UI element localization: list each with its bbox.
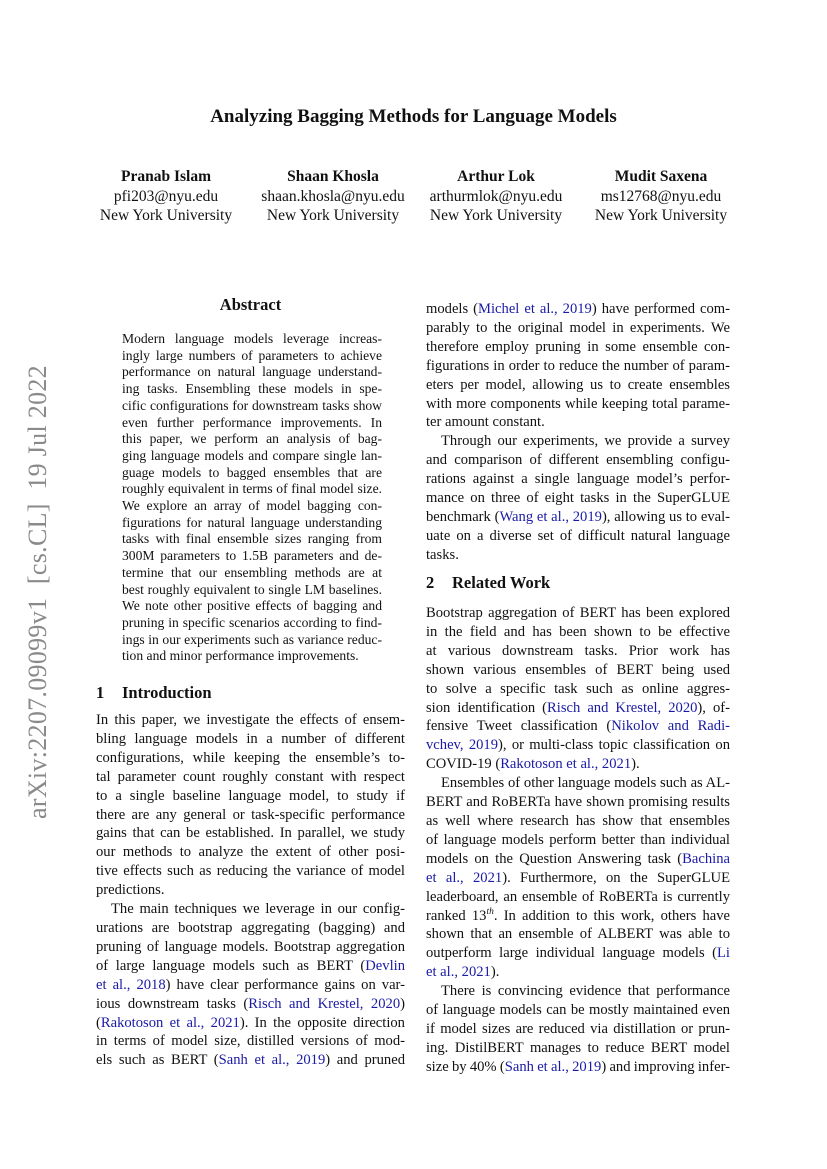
citation-link[interactable]: et al., 2018 xyxy=(96,976,166,993)
paragraph xyxy=(426,300,730,432)
text-run: tasks. xyxy=(426,546,459,563)
text-line xyxy=(96,730,405,749)
author-affiliation: New York University xyxy=(99,207,233,224)
text-run: as well where research has show that ensembles xyxy=(426,812,730,829)
text-line xyxy=(122,448,382,465)
text-run: ) and pruned xyxy=(325,1052,405,1069)
text-run: in the field and has been shown to be effective xyxy=(426,623,730,640)
text-run: ings in our experiments such as variance reduc- xyxy=(122,631,382,647)
text-run: ging language models and compare single lan- xyxy=(122,447,382,463)
author-name: Pranab Islam xyxy=(121,168,211,185)
author-email[interactable]: pfi203@nyu.edu xyxy=(113,187,219,205)
text-line xyxy=(426,604,730,623)
text-run: There is convincing evidence that performance xyxy=(441,983,730,1000)
text-line xyxy=(96,900,405,919)
text-line xyxy=(122,531,382,548)
text-run: even further performance improvements. In xyxy=(122,414,382,430)
text-line xyxy=(96,919,405,938)
citation-link[interactable]: Nikolov and Radi- xyxy=(611,718,730,735)
text-line xyxy=(122,515,382,532)
text-run: at various downstream tasks. Prior work has xyxy=(426,642,730,659)
text-run: ) xyxy=(400,995,405,1012)
text-run: ing. DistilBERT manages to reduce BERT model xyxy=(426,1039,730,1056)
text-line xyxy=(122,481,382,498)
text-run: pruning in specific scenarios according to find- xyxy=(122,614,382,630)
text-line xyxy=(426,831,730,850)
text-run: benchmark ( xyxy=(426,508,500,525)
text-line xyxy=(96,824,405,843)
text-run: uate on a diverse set of difficult natural language xyxy=(426,527,730,544)
text-run: therefore employ pruning in some ensemble con- xyxy=(426,338,730,355)
text-line xyxy=(426,963,730,982)
text-line xyxy=(122,498,382,515)
text-line xyxy=(426,413,730,432)
text-run: models ( xyxy=(426,301,479,317)
text-run: there are any general or task-specific performance xyxy=(96,806,405,823)
text-run: figurations in order to reduce the number of param- xyxy=(426,357,730,374)
text-run: eters per model, allowing us to create ensembles xyxy=(426,376,730,393)
related-work-body xyxy=(426,604,730,1077)
arxiv-identifier-sidebar: arXiv:2207.09099v1 [cs.CL] 19 Jul 2022 xyxy=(23,365,52,819)
text-line xyxy=(426,925,730,944)
text-line xyxy=(426,982,730,1001)
text-run: guage models to bagged ensembles that are xyxy=(122,464,382,480)
text-run: ). Furthermore, on the SuperGLUE xyxy=(502,869,730,886)
citation-link[interactable]: et al., 2021 xyxy=(426,869,503,886)
text-line xyxy=(122,615,382,632)
author-affiliation: New York University xyxy=(429,207,563,224)
text-run: roughly equivalent in terms of final model size. xyxy=(122,481,382,497)
text-run: performance on natural language understand- xyxy=(122,364,382,380)
text-run: Bootstrap aggregation of BERT has been explored xyxy=(426,605,730,621)
text-line xyxy=(96,881,405,900)
text-line xyxy=(426,546,730,565)
text-run: and comparison of different ensembling configu- xyxy=(426,452,730,469)
text-run: size by 40% ( xyxy=(426,1058,505,1075)
text-run: fensive Tweet classification ( xyxy=(426,718,612,735)
author-affiliation: New York University xyxy=(266,207,400,224)
text-run: shown that an ensemble of ALBERT was able to xyxy=(426,926,730,943)
text-line xyxy=(122,648,382,665)
text-line xyxy=(122,598,382,615)
abstract-body xyxy=(122,331,382,665)
text-line xyxy=(426,489,730,508)
text-line xyxy=(426,793,730,812)
citation-link[interactable]: Sanh et al., 2019 xyxy=(218,1052,326,1069)
section-number: 1 xyxy=(96,683,105,702)
text-line xyxy=(122,398,382,415)
text-line xyxy=(122,548,382,565)
text-line xyxy=(96,806,405,825)
citation-link[interactable]: Risch and Krestel, 2020 xyxy=(248,995,401,1012)
text-run: termine that our ensembling methods are at xyxy=(122,564,382,580)
text-line xyxy=(96,995,405,1014)
text-line xyxy=(96,1051,405,1070)
text-line xyxy=(426,699,730,718)
text-line xyxy=(426,395,730,414)
text-line xyxy=(426,1058,730,1077)
text-run: ). In the opposite direction xyxy=(239,1014,405,1031)
text-line xyxy=(122,364,382,381)
citation-link[interactable]: Bachina xyxy=(682,850,730,867)
text-line xyxy=(426,376,730,395)
text-run: pruning of language models. Bootstrap aggregation xyxy=(96,938,405,955)
text-run: figurations for natural language understanding xyxy=(122,514,382,530)
author-block xyxy=(243,167,423,226)
text-line xyxy=(426,508,730,527)
text-line xyxy=(426,451,730,470)
text-run: We explore an array of model bagging con- xyxy=(122,498,382,514)
paragraph xyxy=(96,711,405,900)
citation-link[interactable]: Wang et al., 2019 xyxy=(499,508,602,525)
text-line xyxy=(426,680,730,699)
text-run: cific configurations for downstream tasks show xyxy=(122,397,382,413)
text-run: mance on three of eight tasks in the SuperGLUE xyxy=(426,490,730,507)
text-run: . In addition to this work, others have xyxy=(493,907,731,924)
text-run: in terms of model size, distilled versions of mod- xyxy=(96,1033,405,1050)
text-run: leaderboard, an ensemble of RoBERTa is currently xyxy=(426,888,730,905)
paragraph xyxy=(96,900,405,1070)
text-line xyxy=(426,319,730,338)
text-run: sion identification ( xyxy=(426,699,548,716)
text-run: ), allowing us to eval- xyxy=(601,508,731,525)
text-run: rations against a single language model’s perfor- xyxy=(426,471,730,488)
text-run: In this paper, we investigate the effects of ensem- xyxy=(96,712,405,728)
text-line xyxy=(426,736,730,755)
text-run: to solve a specific task such as online aggres- xyxy=(426,680,730,697)
author-name: Shaan Khosla xyxy=(287,168,379,185)
author-affiliation: New York University xyxy=(594,207,728,224)
author-email[interactable]: arthurmlok@nyu.edu xyxy=(429,187,563,205)
text-line xyxy=(426,755,730,774)
text-run: tasks with final ensemble sizes ranging from xyxy=(122,531,382,547)
text-run: ious downstream tasks ( xyxy=(96,995,249,1012)
text-line xyxy=(426,470,730,489)
text-run: predictions. xyxy=(96,882,165,899)
citation-link[interactable]: Michel et al., 2019 xyxy=(478,301,592,317)
text-run: Modern language models leverage increas- xyxy=(122,331,382,346)
text-line xyxy=(122,331,382,348)
text-run: tion and minor performance improvements. xyxy=(122,648,359,664)
text-line xyxy=(96,843,405,862)
text-line xyxy=(96,787,405,806)
text-run: ) have performed com- xyxy=(591,301,730,317)
author-email[interactable]: shaan.khosla@nyu.edu xyxy=(261,187,405,205)
text-line xyxy=(122,381,382,398)
author-block xyxy=(76,167,256,226)
text-line xyxy=(426,642,730,661)
citation-link[interactable]: Rakotoson et al., 2021 xyxy=(100,1014,240,1031)
text-run: ingly large numbers of parameters to achieve xyxy=(122,347,382,363)
text-line xyxy=(426,357,730,376)
text-line xyxy=(96,749,405,768)
text-run: tal parameter count roughly constant with respect xyxy=(96,768,405,785)
text-line xyxy=(122,565,382,582)
superscript: th xyxy=(486,906,494,917)
text-run: of large language models such as BERT ( xyxy=(96,957,366,974)
text-run: urations are bootstrap aggregating (bagging) and xyxy=(96,919,405,936)
text-run: best roughly equivalent to single LM baselines. xyxy=(122,581,382,597)
text-run: parably to the original model in experiments. We xyxy=(426,319,730,336)
text-run: ranked 13 xyxy=(426,907,487,924)
text-run: to a single baseline language model, to study if xyxy=(96,787,405,804)
text-run: Ensembles of other language models such as AL- xyxy=(441,775,730,792)
text-run: ter amount constant. xyxy=(426,414,545,431)
text-line xyxy=(96,1032,405,1051)
paragraph xyxy=(426,774,730,982)
citation-link[interactable]: Sanh et al., 2019 xyxy=(504,1058,602,1075)
text-run: this paper, we perform an analysis of bag- xyxy=(122,431,382,447)
text-line xyxy=(122,465,382,482)
text-line xyxy=(426,338,730,357)
text-line xyxy=(426,812,730,831)
text-line xyxy=(96,957,405,976)
section-title: Related Work xyxy=(452,573,551,592)
text-run: BERT and RoBERTa have shown promising results xyxy=(426,794,730,811)
author-name: Arthur Lok xyxy=(457,168,535,185)
section-number: 2 xyxy=(426,573,435,592)
text-line xyxy=(426,944,730,963)
text-run: ), of- xyxy=(697,699,730,716)
text-run: ). xyxy=(631,756,640,773)
text-line xyxy=(426,907,730,926)
text-run: configurations, while keeping the ensemble’s to- xyxy=(96,749,405,766)
text-run: We note other positive effects of bagging and xyxy=(122,598,382,614)
introduction-continued-body xyxy=(426,300,730,565)
text-run: models on the Question Answering task ( xyxy=(426,850,683,867)
text-run: of language models can be mostly maintained even xyxy=(426,1002,730,1019)
text-run: The main techniques we leverage in our config- xyxy=(111,901,405,918)
paper-title: Analyzing Bagging Methods for Language Models xyxy=(210,106,617,127)
text-line xyxy=(426,300,730,319)
text-line xyxy=(426,888,730,907)
text-run: outperform large individual language models ( xyxy=(426,945,718,962)
paragraph xyxy=(426,982,730,1077)
text-line xyxy=(426,717,730,736)
text-run: our methods to analyze the extent of other posi- xyxy=(96,844,405,861)
text-line xyxy=(426,850,730,869)
text-run: of language models perform better than individual xyxy=(426,831,730,848)
section-title: Introduction xyxy=(122,683,212,702)
text-line xyxy=(426,869,730,888)
text-line xyxy=(96,768,405,787)
text-run: ) and improving infer- xyxy=(601,1058,730,1075)
citation-link[interactable]: vchev, 2019 xyxy=(426,737,499,754)
text-line xyxy=(426,527,730,546)
text-run: 300M parameters to 1.5B parameters and de- xyxy=(122,548,382,564)
text-line xyxy=(122,632,382,649)
paragraph xyxy=(426,604,730,774)
text-line xyxy=(426,432,730,451)
author-block xyxy=(406,167,586,226)
text-line xyxy=(426,661,730,680)
text-line xyxy=(122,431,382,448)
text-line xyxy=(122,415,382,432)
paragraph xyxy=(426,432,730,564)
text-run: gains that can be established. In parallel, we study xyxy=(96,825,405,842)
abstract-heading: Abstract xyxy=(219,295,282,314)
text-line xyxy=(426,1039,730,1058)
text-run: bling language models in a number of different xyxy=(96,730,405,747)
author-name: Mudit Saxena xyxy=(614,168,708,185)
text-run: with more components while keeping total parame- xyxy=(426,395,730,412)
introduction-body xyxy=(96,711,405,1070)
text-line xyxy=(96,862,405,881)
section-heading-introduction xyxy=(96,683,212,703)
text-line xyxy=(96,1014,405,1033)
text-run: ), or multi-class topic classification on xyxy=(498,737,730,754)
text-run: shown various ensembles of BERT being used xyxy=(426,661,730,678)
citation-link[interactable]: Rakotoson et al., 2021 xyxy=(500,756,632,773)
text-line xyxy=(96,976,405,995)
text-run: if model sizes are reduced via distillation or prun- xyxy=(426,1020,730,1037)
text-line xyxy=(122,582,382,599)
text-line xyxy=(426,623,730,642)
author-block xyxy=(571,167,751,226)
citation-link[interactable]: Risch and Krestel, 2020 xyxy=(547,699,698,716)
paragraph xyxy=(122,331,382,665)
text-run: els such as BERT ( xyxy=(96,1052,219,1069)
text-run: tive effects such as reducing the variance of model xyxy=(96,863,405,880)
text-line xyxy=(426,774,730,793)
citation-link[interactable]: et al., 2021 xyxy=(426,964,491,981)
text-run: ) have clear performance gains on var- xyxy=(165,976,405,993)
citation-link[interactable]: Li xyxy=(717,945,730,962)
text-run: COVID-19 ( xyxy=(426,756,501,773)
text-line xyxy=(426,1001,730,1020)
citation-link[interactable]: Devlin xyxy=(365,957,405,974)
text-run: ing tasks. Ensembling these models in spe- xyxy=(122,381,382,397)
text-run: ( xyxy=(96,1014,101,1031)
text-line xyxy=(96,938,405,957)
text-run: ). xyxy=(490,964,500,981)
author-email[interactable]: ms12768@nyu.edu xyxy=(600,187,722,205)
section-heading-related-work xyxy=(426,573,550,593)
text-line xyxy=(122,348,382,365)
text-line xyxy=(96,711,405,730)
text-line xyxy=(426,1020,730,1039)
text-run: Through our experiments, we provide a survey xyxy=(441,433,730,450)
